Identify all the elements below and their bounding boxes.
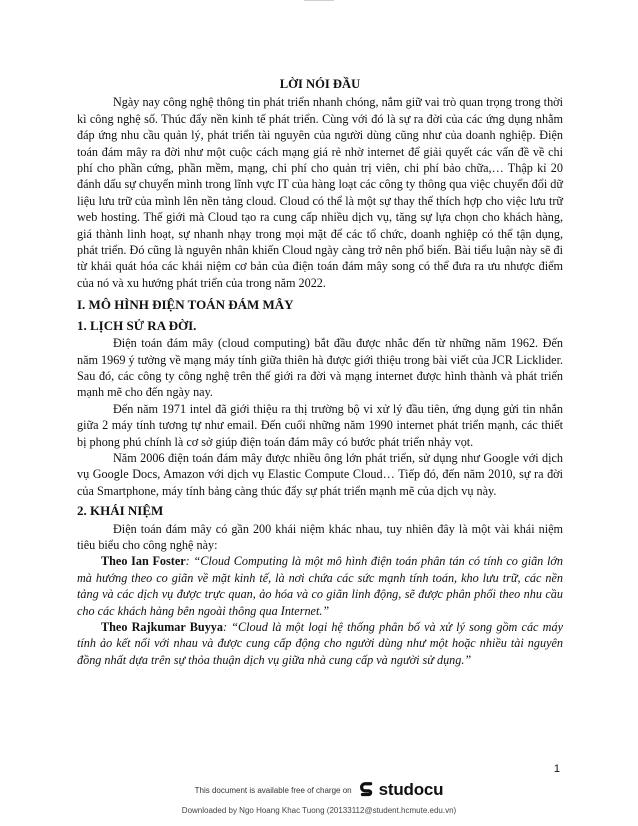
quote-ian-foster	[77, 553, 563, 619]
studocu-link[interactable]: studocu	[378, 780, 444, 799]
quote-author: Theo Rajkumar Buyya	[101, 620, 223, 634]
quote-author: Theo Ian Foster	[101, 554, 186, 569]
quote-text: : “Cloud Computing là một mô hình điện toán phân tán có tính co giãn lớn mà hướng theo co giãn về mặt kinh tế, là nơi chứa các sức mạnh tính toán, kho lưu trữ, các nền tảng và các dịch vụ được trực quan, ảo hóa và co giãn linh động, sẽ được phân phối theo nhu cầu cho các khách hàng bên ngoài thông qua Internet.”	[77, 554, 563, 618]
page-top-divider	[304, 0, 334, 7]
document-title: LỜI NÓI ĐẦU	[279, 77, 361, 91]
quote-text: : “Cloud là một loại hệ thống phân bố và xử lý song gồm các máy tính ảo kết nối với nhau và được cung cấp động cho người dùng như một hoặc nhiều tài nguyên đồng nhất dựa trên sự thỏa thuận dịch vụ giữa nhà cung cấp và người sử dụng.”	[77, 620, 563, 667]
quote-rajkumar-buyya	[77, 619, 563, 668]
section-heading: I. MÔ HÌNH ĐIỆN TOÁN ĐÁM MÂY	[77, 297, 294, 313]
subsection-heading-history: 1. LỊCH SỬ RA ĐỜI.	[77, 317, 197, 333]
history-paragraph-2: Đến năm 1971 intel đã giới thiệu ra thị trường bộ vi xử lý đầu tiên, ứng dụng gửi tin nhắn giữa 2 máy tính tương tự như email. Đến cuối những năm 1990 internet phát triển mạnh, các thiết bị phong phú chính là cơ sở giúp điện toán đám mây có bước phát triển nhảy vọt.	[77, 401, 563, 449]
intro-paragraph: Ngày nay công nghệ thông tin phát triển nhanh chóng, nắm giữ vai trò quan trọng trong thời kì công nghệ số. Thúc đẩy nền kinh tế phát triển. Cùng với đó là sự ra đời của các ứng dụng nhằm đáp ứng nhu cầu quản lý, phát triển tài nguyên của người dùng cũng như của doanh nghiệp. Điện toán đám mây ra đời như một cuộc cách mạng giá rẻ nhờ internet để giải quyết các vấn đề về chi phí cho phần cứng, phần mềm, mạng, chi phí cho quản trị viên, chi phí bảo chữa,… Thập kỉ 20 đánh dấu sự chuyển mình trong lĩnh vực IT của hàng loạt các công ty thông qua việc chuyển đổi dữ liệu lưu trữ của mình lên nền tảng cloud. Cloud có thể là một sự thay thế thích hợp cho việc lưu trữ web hosting. Thế giới mà Cloud tạo ra cung cấp nhiều dịch vụ, tăng sự lựa chọn cho khách hàng, giá thành linh hoạt, sự nhanh nhạy trong mọi mặt để các tổ chức, doanh nghiệp có thể tận dụng, phát triển. Đó cũng là nguyên nhân khiến Cloud ngày càng trở nên phổ biến. Bài tiểu luận này sẽ đi từ khái quát hóa các khái niệm cơ bản của điện toán đám mây song có thể đưa ra ưu nhược điểm của nó và xu hướng phát triển của trong năm 2022.	[77, 95, 563, 290]
page-number: 1	[553, 763, 560, 775]
document-body	[77, 76, 563, 668]
studocu-logo-icon	[358, 781, 376, 799]
footer-note: This document is available free of charge on	[194, 785, 352, 795]
download-notice: Downloaded by Ngo Hoang Khac Tuong (20133112@student.hcmute.edu.vn)	[181, 806, 457, 815]
concept-intro-paragraph: Điện toán đám mây có gần 200 khái niệm khác nhau, tuy nhiên đây là một vài khái niệm tiêu biểu cho công nghệ này:	[77, 521, 563, 552]
history-paragraph-3: Năm 2006 điện toán đám mây được nhiều ông lớn phát triển, sử dụng như Google với dịch vụ Google Docs, Amazon với dịch vụ Elastic Compute Cloud… Tiếp đó, đến năm 2010, sự ra đời của Smartphone, máy tính bảng càng thúc đẩy sự phát triển mạnh mẽ của dịch vụ này.	[77, 450, 563, 498]
footer-bar	[0, 778, 638, 802]
subsection-heading-concept: 2. KHÁI NIỆM	[77, 503, 164, 519]
history-paragraph-1: Điện toán đám mây (cloud computing) bắt đầu được nhắc đến từ những năm 1962. Đến năm 1969 ý tưởng về mạng máy tính giữa thiên hà được giới thiệu trong bài viết của JCR Licklider. Sau đó, các công ty công nghệ trên thế giới ra đời và mạng internet được hình thành và phát triển mạnh mẽ cho đến ngày nay.	[77, 336, 563, 400]
